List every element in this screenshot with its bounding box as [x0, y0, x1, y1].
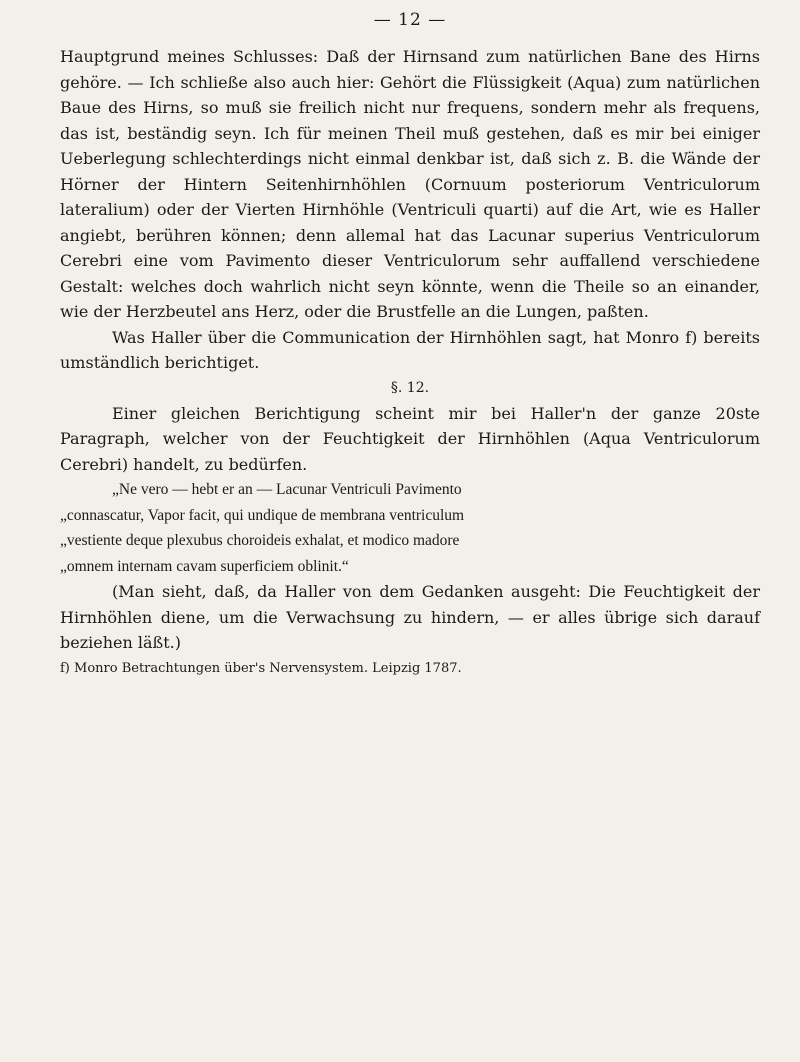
quote-line-2: „connascatur, Vapor facit, qui undique de membrana ventriculum: [60, 506, 465, 524]
footnote: f) Monro Betrachtungen über's Nervensystem. Leipzig 1787.: [60, 660, 462, 676]
paragraph-3: Einer gleichen Berichtigung scheint mir bei Haller'n der ganze 20ste Paragraph, welcher von der Feuchtigkeit der Hirnhöhlen (Aqua Ventriculorum Cerebri) handelt, zu bedürfen.: [60, 403, 760, 474]
quote-line-4: „omnem internam cavam superficiem oblinit.“: [60, 557, 349, 575]
paragraph-1: Hauptgrund meines Schlusses: Daß der Hirnsand zum natürlichen Bane des Hirns gehöre. — Ich schließe also auch hier: Gehört die Flüssigkeit (Aqua) zum natürlichen Baue des Hirns, so muß sie freilich nicht nur frequens, sondern mehr als frequens, das ist, beständig seyn. Ich für meinen Theil muß gestehen, daß es mir bei einiger Ueberlegung schlechterdings nicht einmal denkbar ist, daß sich z. B. die Wände der Hörner der Hintern Seitenhirnhöhlen (Cornuum posteriorum Ventriculorum lateralium) oder der Vierten Hirnhöhle (Ventriculi quarti) auf die Art, wie es Haller angiebt, berühren können; denn allemal hat das Lacunar superius Ventriculorum Cerebri eine vom Pavimento dieser Ventriculorum sehr auffallend verschiedene Gestalt: welches doch wahrlich nicht seyn könnte, wenn die Theile so an einander, wie der Herzbeutel ans Herz, oder die Brustfelle an die Lungen, paßten.: [60, 47, 760, 321]
paragraph-2: Was Haller über die Communication der Hirnhöhlen sagt, hat Monro f) bereits umständlich berichtiget.: [60, 327, 760, 372]
quote-line-1: „Ne vero — hebt er an — Lacunar Ventriculi Pavimento: [112, 481, 462, 498]
section-text: [60, 401, 760, 478]
quote-line-3: „vestiente deque plexubus choroideis exhalat, et modico madore: [60, 532, 460, 549]
paragraph-4: (Man sieht, daß, da Haller von dem Gedanken ausgeht: Die Feuchtigkeit der Hirnhöhlen diene, um die Verwachsung zu hindern, — er alles übrige sich darauf beziehen läßt.): [60, 582, 760, 652]
closing-text: [60, 579, 760, 656]
page-number-header: — 12 —: [373, 10, 447, 30]
main-text: [60, 44, 760, 376]
latin-quote: [60, 477, 760, 579]
section-heading: §. 12.: [390, 379, 430, 396]
